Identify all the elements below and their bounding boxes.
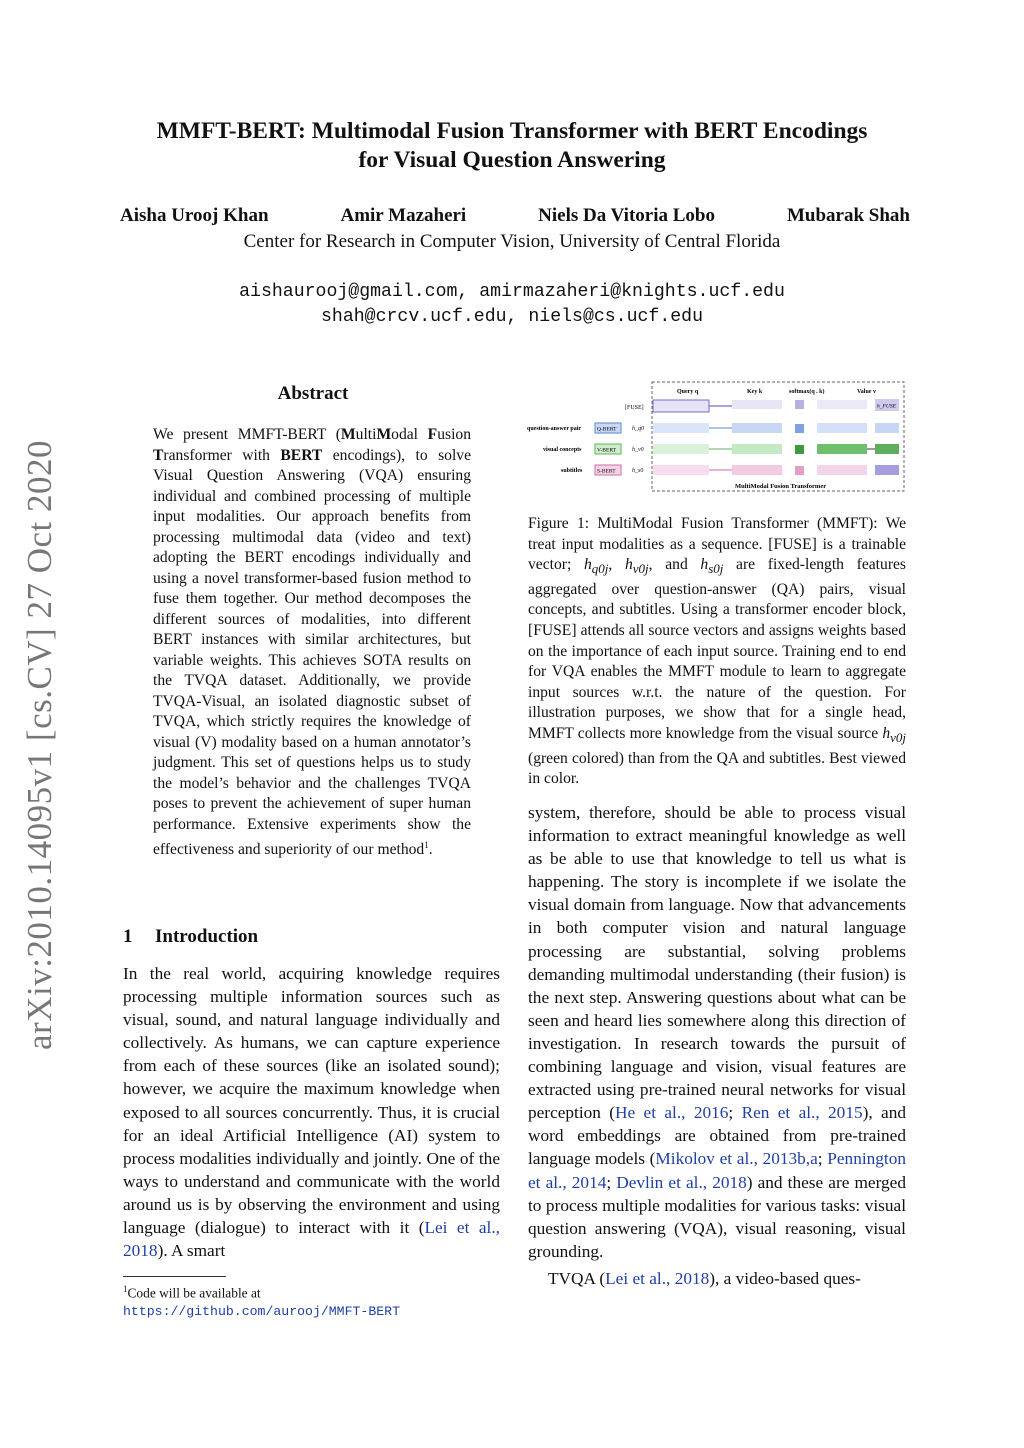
h-v-label: h_v0 — [632, 447, 644, 453]
intro-text: ; — [606, 1172, 617, 1192]
footnote-url-link[interactable]: https://github.com/aurooj/MMFT-BERT — [123, 1304, 400, 1320]
footnote — [123, 1280, 501, 1321]
footnote-number: 1 — [123, 1284, 128, 1294]
emails-line-1: aishaurooj@gmail.com, amirmazaheri@knights.ucf.edu — [239, 282, 785, 302]
citation-link[interactable]: Devlin et al., 2018 — [616, 1172, 747, 1192]
abstract-bold: F — [427, 426, 438, 443]
key-label: Key k — [747, 389, 763, 395]
value-label: Value v — [857, 389, 876, 395]
citation-link[interactable]: Mikolov et al., 2013b,a — [655, 1149, 818, 1169]
citation-link[interactable]: Pennington et al., 2014 — [528, 1149, 906, 1192]
paragraph — [528, 801, 906, 1263]
value-visual — [817, 444, 867, 454]
abstract-text: usion — [437, 426, 471, 443]
paper-title — [100, 117, 924, 175]
intro-right-column — [528, 801, 906, 1290]
math-h: h — [583, 556, 592, 574]
abstract-bold: M — [340, 426, 356, 443]
value-qa — [817, 423, 867, 433]
mmft-module-label: MultiModal Fusion Transformer — [735, 483, 827, 490]
math-subscript: s0j — [708, 561, 724, 577]
math-h: h — [624, 556, 633, 574]
caption-text: are fixed-length features aggregated over question-answer (QA) pairs, visual concepts, and subtitles. Using a transformer encoder block, [FUSE] attends all source vectors and assigns weights based on the importance of each input source. Training end to end for VQA enables the MMFT module to learn to aggregate input sources w.r.t. the nature of the question. For illustration purposes, we show that for a single head, MMFT collects more knowledge from the visual source — [528, 556, 906, 743]
key-qa — [732, 423, 782, 433]
abstract-text: ransformer with — [163, 446, 281, 464]
h-s-label: h_s0 — [632, 468, 644, 474]
title-line-2: for Visual Question Answering — [358, 147, 666, 173]
intro-text: ) and these are merged to process multiple modalities for various tasks: visual question answering (VQA), visual reasoning, visual grounding. — [528, 1172, 906, 1261]
h-v-output — [875, 444, 899, 454]
section-number: 1 — [123, 926, 133, 947]
footnote-marker[interactable]: 1 — [424, 840, 429, 850]
abstract-text: odal — [391, 426, 428, 443]
intro-text: ). A smart — [157, 1241, 226, 1261]
citation-link[interactable]: He et al., 2016 — [615, 1103, 729, 1123]
paragraph — [528, 1267, 906, 1290]
intro-text: ; — [728, 1103, 742, 1123]
qa-pair-label: question-answer pair — [527, 426, 582, 432]
intro-text: TVQA ( — [548, 1268, 606, 1288]
abstract-bold: BERT — [280, 446, 323, 464]
arxiv-stamp: arXiv:2010.14095v1 [cs.CV] 27 Oct 2020 — [20, 439, 59, 1050]
author-1: Aisha Urooj Khan — [120, 205, 269, 226]
weight-fuse — [795, 400, 804, 409]
caption-text: (green colored) than from the QA and subtitles. Best viewed in color. — [528, 749, 906, 788]
fuse-query-vector — [653, 400, 709, 412]
math-subscript: q0j — [591, 561, 609, 577]
weight-subtitle — [795, 466, 804, 475]
key-subtitle — [732, 465, 782, 475]
citation-link[interactable]: Lei et al., 2018 — [605, 1268, 710, 1288]
v-bert-label: V-BERT — [597, 447, 617, 454]
author-emails — [100, 280, 924, 330]
affiliation: Center for Research in Computer Vision, University of Central Florida — [243, 231, 781, 252]
intro-text: ), and word embeddings are obtained from pre-trained language models ( — [528, 1103, 906, 1169]
abstract-text: . — [428, 841, 433, 859]
abstract-text: encodings), to solve Visual Question Answering (VQA) ensuring individual and combined processing of multiple input modalities. Our approach benefits from processing multimodal data (video and text) adopting the BERT encodings individually and using a novel transformer-based fusion method to fuse them together. Our method decomposes the different sources of modalities, into different BERT instances with similar architectures, but variable weights. This achieves SOTA results on the TVQA dataset. Additionally, we provide TVQA-Visual, an isolated diagnostic subset of TVQA, which strictly requires the knowledge of visual (V) modality based on a human annotator’s judgment. This set of questions helps us to study the model’s behavior and the challenges TVQA poses to prevent the achievement of super human performance. Extensive experiments show the effectiveness and superiority of our method — [153, 446, 471, 859]
abstract-text: We present MMFT-BERT ( — [153, 426, 341, 443]
math-subscript: v0j — [890, 730, 906, 746]
footnote-text: Code will be available at — [127, 1285, 261, 1301]
section-title: Introduction — [155, 926, 259, 947]
abstract-bold: T — [153, 446, 164, 464]
mmft-figure — [527, 379, 907, 494]
math-h: h — [700, 556, 709, 574]
title-line-1: MMFT-BERT: Multimodal Fusion Transformer with BERT Encodings — [156, 118, 868, 144]
abstract-heading: Abstract — [277, 383, 349, 404]
subtitles-label: subtitles — [561, 468, 583, 474]
softmax-label: softmax(q . k) — [789, 389, 825, 395]
abstract-body — [153, 425, 471, 861]
math-h: h — [882, 725, 891, 743]
intro-text: system, therefore, should be able to process visual information to extract meaningful knowledge as well as be able to use that knowledge to tell us what is happening. The story is incomplete if we isolate the visual domain from language. Now that advancements in both computer vision and natural language processing are substantial, solving problems demanding multimodal understanding (their fusion) is the next step. Answering questions about what can be seen and heard lies somewhere along this direction of investigation. In research towards the pursuit of combining language and vision, visual features are extracted using pre-trained neural networks for visual perception ( — [528, 803, 906, 1123]
caption-text: , — [608, 556, 625, 574]
qa-vector — [653, 423, 709, 433]
abstract-bold: M — [376, 426, 392, 443]
intro-text: ), a video-based ques- — [709, 1268, 861, 1288]
value-fuse — [817, 400, 867, 409]
key-fuse — [732, 400, 782, 409]
h-s-output — [875, 465, 899, 475]
citation-link[interactable]: Ren et al., 2015 — [741, 1103, 863, 1123]
emails-line-2: shah@crcv.ucf.edu, niels@cs.ucf.edu — [321, 307, 703, 327]
intro-text: ; — [817, 1149, 828, 1169]
weight-qa — [795, 424, 804, 433]
fuse-token-label: [FUSE] — [625, 405, 644, 411]
citation-link[interactable]: Lei et al., 2018 — [123, 1218, 500, 1261]
h-fuse-label: h_FUSE — [877, 403, 896, 410]
h-q-label: h_q0 — [632, 426, 644, 432]
query-label: Query q — [677, 389, 699, 395]
footnote-rule — [123, 1276, 226, 1277]
value-subtitle — [817, 465, 867, 475]
weight-visual — [795, 445, 804, 454]
key-visual — [732, 444, 782, 454]
caption-text: Figure 1: MultiModal Fusion Transformer (MMFT): We treat input modalities as a sequence. [FUSE] is a trainable vector; — [528, 515, 906, 574]
abstract-text: ulti — [355, 426, 377, 443]
section-heading — [123, 926, 258, 948]
visual-vector — [653, 444, 709, 454]
caption-text: , and — [648, 556, 701, 574]
author-list — [120, 205, 910, 227]
author-2: Amir Mazaheri — [340, 205, 467, 226]
h-q-output — [875, 423, 899, 433]
author-3: Niels Da Vitoria Lobo — [538, 205, 715, 226]
s-bert-label: S-BERT — [597, 468, 616, 475]
subtitle-vector — [653, 465, 709, 475]
math-subscript: v0j — [632, 561, 649, 577]
visual-concepts-label: visual concepts — [543, 447, 582, 453]
q-bert-label: Q-BERT — [597, 426, 617, 433]
author-4: Mubarak Shah — [786, 205, 910, 226]
intro-text: In the real world, acquiring knowledge requires processing multiple information sources such as visual, sound, and natural language individually and collectively. As humans, we can capture experience from each of these sources (like an isolated sound); however, we acquire the maximum knowledge when exposed to all sources concurrently. Thus, it is crucial for an ideal Artificial Intelligence (AI) system to process modalities individually and jointly. One of the ways to understand and communicate with the world around us is by observing the environment and using language (dialogue) to interact with it ( — [123, 964, 500, 1238]
figure-caption — [528, 514, 906, 790]
intro-left-column — [123, 962, 500, 1262]
